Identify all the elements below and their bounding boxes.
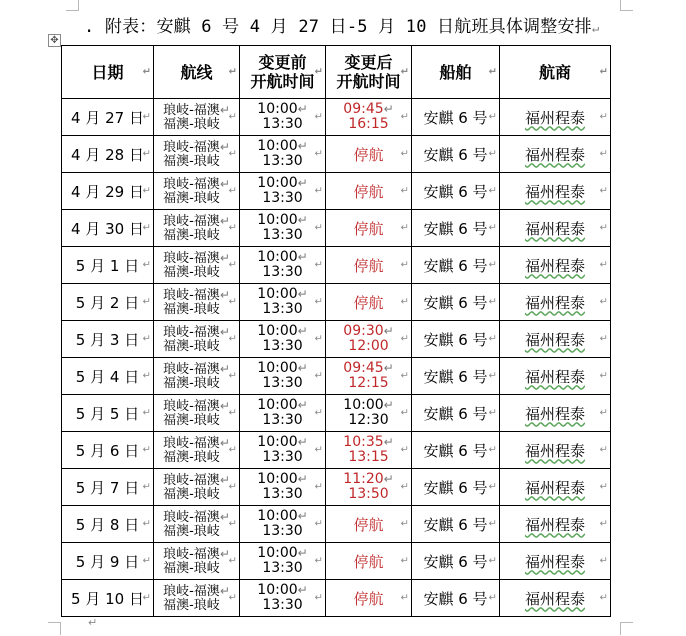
table-row xyxy=(62,99,611,136)
route-cell: 琅岐-福澳↵ 福澳-琅岐 ↵ xyxy=(154,247,240,284)
after-time-cell: 09:45↵ 16:15 ↵ xyxy=(326,99,412,136)
agent-cell: 福州程泰 ↵ xyxy=(500,506,611,543)
header-before-time: 变更前 开航时间 ↵ xyxy=(240,46,326,99)
agent-cell: 福州程泰 ↵ xyxy=(500,210,611,247)
paragraph-mark: ↵ xyxy=(88,616,98,629)
before-time-cell: 10:00↵ 13:30 ↵ xyxy=(240,210,326,247)
ship-cell: 安麒 6 号 ↵ xyxy=(412,284,500,321)
after-time-cell: 10:35↵ 13:15 ↵ xyxy=(326,432,412,469)
agent-cell: 福州程泰 ↵ xyxy=(500,284,611,321)
before-time-cell: 10:00↵ 13:30 ↵ xyxy=(240,395,326,432)
header-after-time: 变更后 开航时间 ↵ xyxy=(326,46,412,99)
page-corner-mark xyxy=(620,0,633,11)
after-time-cell: 停航 ↵ xyxy=(326,247,412,284)
table-row xyxy=(62,506,611,543)
date-cell: 4 月 27 日 ↵ xyxy=(62,99,154,136)
table-move-handle-icon[interactable]: ✥ xyxy=(48,34,61,47)
ship-cell: 安麒 6 号 ↵ xyxy=(412,395,500,432)
after-time-cell: 09:45↵ 12:15 ↵ xyxy=(326,358,412,395)
before-time-cell: 10:00↵ 13:30 ↵ xyxy=(240,99,326,136)
route-cell: 琅岐-福澳↵ 福澳-琅岐 ↵ xyxy=(154,284,240,321)
after-time-cell: 停航 ↵ xyxy=(326,173,412,210)
table-row xyxy=(62,136,611,173)
table-row xyxy=(62,543,611,580)
date-cell: 5 月 7 日 ↵ xyxy=(62,469,154,506)
after-time-cell: 10:00↵ 12:30 ↵ xyxy=(326,395,412,432)
date-cell: 5 月 8 日 ↵ xyxy=(62,506,154,543)
date-cell: 4 月 29 日 ↵ xyxy=(62,173,154,210)
route-cell: 琅岐-福澳↵ 福澳-琅岐 ↵ xyxy=(154,506,240,543)
date-cell: 5 月 9 日 ↵ xyxy=(62,543,154,580)
table-row xyxy=(62,469,611,506)
before-time-cell: 10:00↵ 13:30 ↵ xyxy=(240,136,326,173)
page-corner-mark xyxy=(620,622,633,635)
table-body xyxy=(62,99,611,617)
ship-cell: 安麒 6 号 ↵ xyxy=(412,580,500,617)
ship-cell: 安麒 6 号 ↵ xyxy=(412,358,500,395)
ship-cell: 安麒 6 号 ↵ xyxy=(412,432,500,469)
route-cell: 琅岐-福澳↵ 福澳-琅岐 ↵ xyxy=(154,543,240,580)
route-cell: 琅岐-福澳↵ 福澳-琅岐 ↵ xyxy=(154,469,240,506)
ship-cell: 安麒 6 号 ↵ xyxy=(412,506,500,543)
agent-cell: 福州程泰 ↵ xyxy=(500,173,611,210)
ship-cell: 安麒 6 号 ↵ xyxy=(412,469,500,506)
before-time-cell: 10:00↵ 13:30 ↵ xyxy=(240,358,326,395)
route-cell: 琅岐-福澳↵ 福澳-琅岐 ↵ xyxy=(154,136,240,173)
date-cell: 5 月 1 日 ↵ xyxy=(62,247,154,284)
ship-cell: 安麒 6 号 ↵ xyxy=(412,99,500,136)
table-header-row xyxy=(62,46,611,99)
agent-cell: 福州程泰 ↵ xyxy=(500,321,611,358)
page-corner-mark xyxy=(66,0,79,11)
ship-cell: 安麒 6 号 ↵ xyxy=(412,247,500,284)
header-route: 航线 ↵ xyxy=(154,46,240,99)
table-row xyxy=(62,432,611,469)
agent-cell: 福州程泰 ↵ xyxy=(500,136,611,173)
date-cell: 5 月 4 日 ↵ xyxy=(62,358,154,395)
after-time-cell: 停航 ↵ xyxy=(326,136,412,173)
table-row xyxy=(62,210,611,247)
route-cell: 琅岐-福澳↵ 福澳-琅岐 ↵ xyxy=(154,173,240,210)
table-row xyxy=(62,321,611,358)
after-time-cell: 11:20↵ 13:50 ↵ xyxy=(326,469,412,506)
after-time-cell: 停航 ↵ xyxy=(326,210,412,247)
date-cell: 5 月 10 日 ↵ xyxy=(62,580,154,617)
before-time-cell: 10:00↵ 13:30 ↵ xyxy=(240,284,326,321)
table-row xyxy=(62,580,611,617)
before-time-cell: 10:00↵ 13:30 ↵ xyxy=(240,469,326,506)
date-cell: 4 月 30 日 ↵ xyxy=(62,210,154,247)
ship-cell: 安麒 6 号 ↵ xyxy=(412,543,500,580)
before-time-cell: 10:00↵ 13:30 ↵ xyxy=(240,432,326,469)
document-title: . 附表：安麒 6 号 4 月 27 日-5 月 10 日航班具体调整安排↵ xyxy=(84,17,600,37)
agent-cell: 福州程泰 ↵ xyxy=(500,432,611,469)
ship-cell: 安麒 6 号 ↵ xyxy=(412,173,500,210)
agent-cell: 福州程泰 ↵ xyxy=(500,580,611,617)
route-cell: 琅岐-福澳↵ 福澳-琅岐 ↵ xyxy=(154,99,240,136)
table-row xyxy=(62,247,611,284)
before-time-cell: 10:00↵ 13:30 ↵ xyxy=(240,506,326,543)
table-row xyxy=(62,395,611,432)
table-row xyxy=(62,284,611,321)
after-time-cell: 停航 ↵ xyxy=(326,284,412,321)
route-cell: 琅岐-福澳↵ 福澳-琅岐 ↵ xyxy=(154,395,240,432)
date-cell: 5 月 6 日 ↵ xyxy=(62,432,154,469)
after-time-cell: 停航 ↵ xyxy=(326,506,412,543)
after-time-cell: 停航 ↵ xyxy=(326,580,412,617)
date-cell: 4 月 28 日 ↵ xyxy=(62,136,154,173)
after-time-cell: 停航 ↵ xyxy=(326,543,412,580)
route-cell: 琅岐-福澳↵ 福澳-琅岐 ↵ xyxy=(154,321,240,358)
date-cell: 5 月 2 日 ↵ xyxy=(62,284,154,321)
agent-cell: 福州程泰 ↵ xyxy=(500,247,611,284)
before-time-cell: 10:00↵ 13:30 ↵ xyxy=(240,321,326,358)
agent-cell: 福州程泰 ↵ xyxy=(500,543,611,580)
agent-cell: 福州程泰 ↵ xyxy=(500,99,611,136)
route-cell: 琅岐-福澳↵ 福澳-琅岐 ↵ xyxy=(154,432,240,469)
header-agent: 航商 ↵ xyxy=(500,46,611,99)
schedule-table xyxy=(61,45,611,617)
before-time-cell: 10:00↵ 13:30 ↵ xyxy=(240,247,326,284)
page-corner-mark xyxy=(48,622,61,635)
route-cell: 琅岐-福澳↵ 福澳-琅岐 ↵ xyxy=(154,210,240,247)
table-row xyxy=(62,173,611,210)
date-cell: 5 月 5 日 ↵ xyxy=(62,395,154,432)
header-date: 日期 ↵ xyxy=(62,46,154,99)
route-cell: 琅岐-福澳↵ 福澳-琅岐 ↵ xyxy=(154,580,240,617)
after-time-cell: 09:30↵ 12:00 ↵ xyxy=(326,321,412,358)
before-time-cell: 10:00↵ 13:30 ↵ xyxy=(240,543,326,580)
agent-cell: 福州程泰 ↵ xyxy=(500,395,611,432)
before-time-cell: 10:00↵ 13:30 ↵ xyxy=(240,580,326,617)
date-cell: 5 月 3 日 ↵ xyxy=(62,321,154,358)
route-cell: 琅岐-福澳↵ 福澳-琅岐 ↵ xyxy=(154,358,240,395)
header-ship: 船舶 ↵ xyxy=(412,46,500,99)
ship-cell: 安麒 6 号 ↵ xyxy=(412,321,500,358)
ship-cell: 安麒 6 号 ↵ xyxy=(412,136,500,173)
table-row xyxy=(62,358,611,395)
agent-cell: 福州程泰 ↵ xyxy=(500,469,611,506)
agent-cell: 福州程泰 ↵ xyxy=(500,358,611,395)
ship-cell: 安麒 6 号 ↵ xyxy=(412,210,500,247)
before-time-cell: 10:00↵ 13:30 ↵ xyxy=(240,173,326,210)
